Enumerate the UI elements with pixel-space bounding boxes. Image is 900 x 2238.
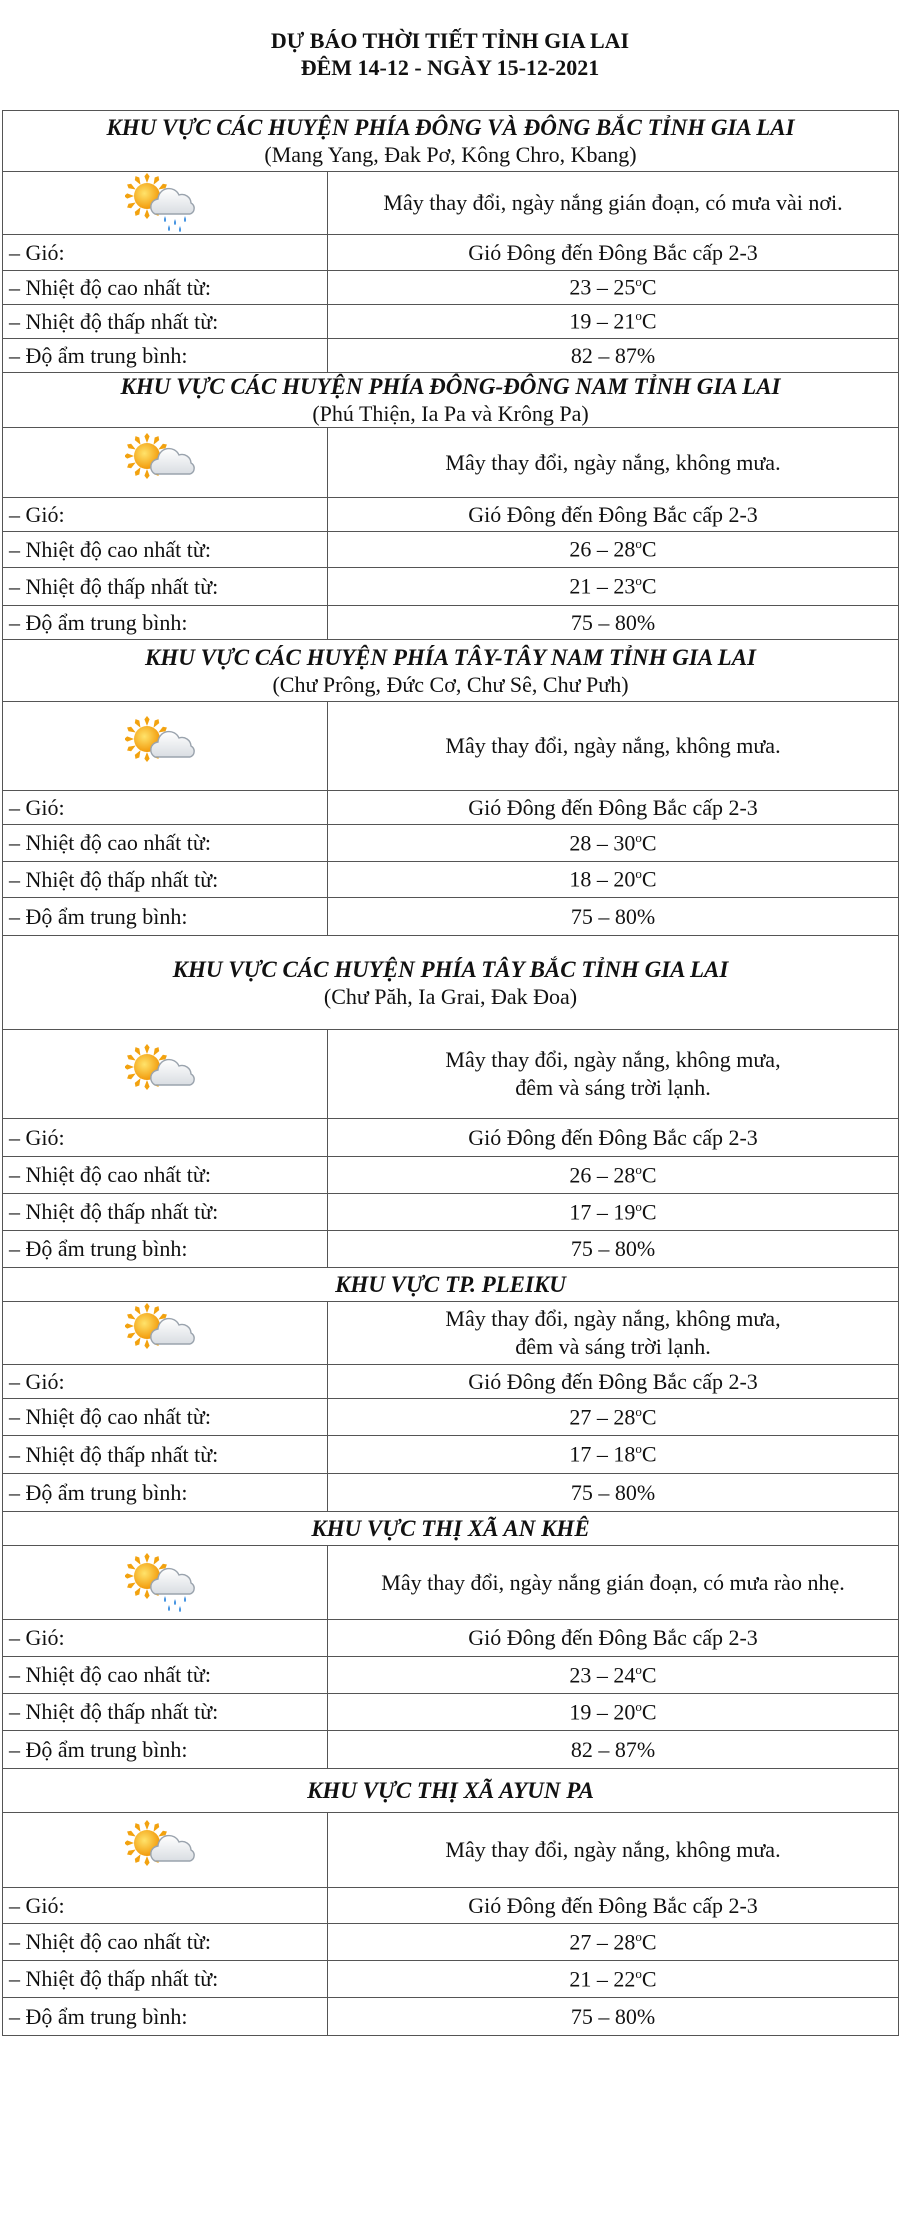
tmax-row — [3, 825, 899, 862]
tmin-range: 21 – 22 — [569, 1966, 636, 1992]
region-title: KHU VỰC TP. PLEIKU — [335, 1272, 566, 1297]
weather-description — [328, 172, 899, 235]
wind-row — [3, 1119, 899, 1157]
weather-icon-cell — [3, 1030, 328, 1119]
weather-description — [328, 428, 899, 498]
weather-row — [3, 428, 899, 498]
humidity-value: 75 – 80% — [328, 606, 899, 640]
humidity-label: – Độ ẩm trung bình: — [3, 339, 328, 373]
description-line-1: Mây thay đổi, ngày nắng, không mưa. — [445, 733, 781, 758]
sun-cloud-icon — [125, 1059, 205, 1084]
tmax-row — [3, 1399, 899, 1436]
wind-row — [3, 791, 899, 825]
tmax-row — [3, 1657, 899, 1694]
humidity-label: – Độ ẩm trung bình: — [3, 1231, 328, 1268]
humidity-value: 75 – 80% — [328, 1474, 899, 1512]
tmin-value — [328, 1194, 899, 1231]
tmin-range: 21 – 23 — [569, 573, 636, 599]
degree-sign: o — [635, 1698, 642, 1714]
weather-icon-cell — [3, 1302, 328, 1365]
tmax-range: 23 – 24 — [569, 1662, 636, 1688]
tmin-row — [3, 568, 899, 606]
weather-row — [3, 1302, 899, 1365]
region-header — [3, 1769, 899, 1813]
tmin-label: – Nhiệt độ thấp nhất từ: — [3, 1194, 328, 1231]
tmax-range: 26 – 28 — [569, 536, 636, 562]
degree-sign: o — [635, 1441, 642, 1457]
region-header-row — [3, 936, 899, 1030]
tmin-label: – Nhiệt độ thấp nhất từ: — [3, 1436, 328, 1474]
tmax-label: – Nhiệt độ cao nhất từ: — [3, 1157, 328, 1194]
degree-sign: o — [635, 866, 642, 882]
region-header — [3, 1268, 899, 1302]
degree-sign: o — [635, 308, 642, 324]
tmin-value — [328, 1694, 899, 1731]
humidity-value: 82 – 87% — [328, 1731, 899, 1769]
tmin-label: – Nhiệt độ thấp nhất từ: — [3, 1694, 328, 1731]
tmin-value — [328, 568, 899, 606]
tmax-label: – Nhiệt độ cao nhất từ: — [3, 532, 328, 568]
degree-sign: o — [635, 829, 642, 845]
humidity-row — [3, 606, 899, 640]
celsius-unit: C — [641, 866, 657, 892]
description-line-1: Mây thay đổi, ngày nắng gián đoạn, có mưa vài nơi. — [383, 190, 843, 215]
celsius-unit: C — [641, 1404, 657, 1430]
region-subtitle: (Chư Prông, Đức Cơ, Chư Sê, Chư Pưh) — [272, 671, 629, 697]
tmax-range: 28 – 30 — [569, 830, 636, 856]
celsius-unit: C — [641, 573, 657, 599]
humidity-label: – Độ ẩm trung bình: — [3, 606, 328, 640]
sun-cloud-rain-icon — [125, 188, 205, 213]
region-title: KHU VỰC CÁC HUYỆN PHÍA ĐÔNG VÀ ĐÔNG BẮC TỈNH GIA LAI — [106, 115, 795, 140]
tmin-label: – Nhiệt độ thấp nhất từ: — [3, 862, 328, 898]
tmax-row — [3, 271, 899, 305]
degree-sign: o — [635, 573, 642, 589]
tmax-label: – Nhiệt độ cao nhất từ: — [3, 1657, 328, 1694]
wind-row — [3, 498, 899, 532]
humidity-row — [3, 1731, 899, 1769]
tmax-label: – Nhiệt độ cao nhất từ: — [3, 1924, 328, 1961]
tmax-value — [328, 1924, 899, 1961]
description-line-2: đêm và sáng trời lạnh. — [515, 1075, 711, 1100]
sun-cloud-icon — [125, 448, 205, 473]
region-header-row — [3, 640, 899, 702]
tmin-range: 17 – 19 — [569, 1199, 636, 1225]
celsius-unit: C — [641, 308, 657, 334]
celsius-unit: C — [641, 274, 657, 300]
wind-value: Gió Đông đến Đông Bắc cấp 2-3 — [328, 1365, 899, 1399]
degree-sign: o — [635, 1928, 642, 1944]
tmax-value — [328, 825, 899, 862]
humidity-value: 75 – 80% — [328, 1231, 899, 1268]
tmax-range: 27 – 28 — [569, 1929, 636, 1955]
humidity-row — [3, 339, 899, 373]
region-header — [3, 640, 899, 702]
weather-row — [3, 1813, 899, 1888]
celsius-unit: C — [641, 1929, 657, 1955]
degree-sign: o — [635, 1161, 642, 1177]
region-header-row — [3, 111, 899, 172]
tmin-label: – Nhiệt độ thấp nhất từ: — [3, 305, 328, 339]
forecast-table — [2, 110, 899, 2036]
humidity-row — [3, 1231, 899, 1268]
wind-label: – Gió: — [3, 1888, 328, 1924]
tmin-row — [3, 862, 899, 898]
document-title — [0, 0, 900, 81]
wind-label: – Gió: — [3, 1620, 328, 1657]
celsius-unit: C — [641, 1662, 657, 1688]
weather-row — [3, 702, 899, 791]
tmin-value — [328, 862, 899, 898]
tmax-range: 27 – 28 — [569, 1404, 636, 1430]
region-title: KHU VỰC THỊ XÃ AYUN PA — [307, 1778, 594, 1803]
weather-icon-cell — [3, 702, 328, 791]
tmin-row — [3, 1194, 899, 1231]
tmax-label: – Nhiệt độ cao nhất từ: — [3, 825, 328, 862]
region-title: KHU VỰC CÁC HUYỆN PHÍA TÂY-TÂY NAM TỈNH GIA LAI — [144, 644, 757, 670]
weather-icon-cell — [3, 1813, 328, 1888]
region-header-row — [3, 1268, 899, 1302]
degree-sign: o — [635, 274, 642, 290]
weather-description — [328, 1030, 899, 1119]
weather-description — [328, 702, 899, 791]
tmin-range: 19 – 20 — [569, 1699, 636, 1725]
wind-value: Gió Đông đến Đông Bắc cấp 2-3 — [328, 1620, 899, 1657]
celsius-unit: C — [641, 1162, 657, 1188]
wind-value: Gió Đông đến Đông Bắc cấp 2-3 — [328, 791, 899, 825]
wind-value: Gió Đông đến Đông Bắc cấp 2-3 — [328, 1888, 899, 1924]
description-line-1: Mây thay đổi, ngày nắng, không mưa, — [445, 1047, 781, 1072]
humidity-row — [3, 1998, 899, 2036]
celsius-unit: C — [641, 1966, 657, 1992]
title-line-1: DỰ BÁO THỜI TIẾT TỈNH GIA LAI — [270, 28, 630, 53]
humidity-row — [3, 898, 899, 936]
wind-row — [3, 1620, 899, 1657]
humidity-label: – Độ ẩm trung bình: — [3, 1998, 328, 2036]
tmin-value — [328, 1436, 899, 1474]
tmax-range: 26 – 28 — [569, 1162, 636, 1188]
tmin-range: 17 – 18 — [569, 1441, 636, 1467]
wind-row — [3, 1888, 899, 1924]
description-line-1: Mây thay đổi, ngày nắng, không mưa. — [445, 1837, 781, 1862]
description-line-1: Mây thay đổi, ngày nắng, không mưa. — [445, 449, 781, 475]
tmin-row — [3, 1694, 899, 1731]
title-line-2: ĐÊM 14-12 - NGÀY 15-12-2021 — [300, 55, 600, 80]
tmin-row — [3, 1436, 899, 1474]
description-line-2: đêm và sáng trời lạnh. — [515, 1334, 711, 1359]
tmax-row — [3, 1924, 899, 1961]
sun-cloud-icon — [125, 1835, 205, 1860]
degree-sign: o — [635, 1198, 642, 1214]
celsius-unit: C — [641, 830, 657, 856]
degree-sign: o — [635, 1965, 642, 1981]
humidity-label: – Độ ẩm trung bình: — [3, 1474, 328, 1512]
tmax-value — [328, 1157, 899, 1194]
region-header — [3, 1512, 899, 1546]
region-subtitle: (Phú Thiện, Ia Pa và Krông Pa) — [312, 401, 589, 426]
tmax-value — [328, 1657, 899, 1694]
celsius-unit: C — [641, 1699, 657, 1725]
weather-description — [328, 1302, 899, 1365]
weather-row — [3, 172, 899, 235]
tmax-value — [328, 1399, 899, 1436]
tmax-label: – Nhiệt độ cao nhất từ: — [3, 271, 328, 305]
wind-row — [3, 235, 899, 271]
tmin-row — [3, 305, 899, 339]
wind-label: – Gió: — [3, 498, 328, 532]
degree-sign: o — [635, 1661, 642, 1677]
wind-value: Gió Đông đến Đông Bắc cấp 2-3 — [328, 1119, 899, 1157]
weather-description — [328, 1546, 899, 1620]
wind-label: – Gió: — [3, 1365, 328, 1399]
celsius-unit: C — [641, 536, 657, 562]
tmin-label: – Nhiệt độ thấp nhất từ: — [3, 568, 328, 606]
region-title: KHU VỰC CÁC HUYỆN PHÍA TÂY BẮC TỈNH GIA LAI — [172, 956, 729, 982]
tmax-row — [3, 532, 899, 568]
sun-cloud-icon — [125, 731, 205, 756]
region-subtitle: (Mang Yang, Đak Pơ, Kông Chro, Kbang) — [264, 142, 637, 167]
degree-sign: o — [635, 1403, 642, 1419]
sun-cloud-rain-icon — [125, 1568, 205, 1593]
humidity-row — [3, 1474, 899, 1512]
region-header-row — [3, 1769, 899, 1813]
description-line-1: Mây thay đổi, ngày nắng, không mưa, — [445, 1306, 781, 1331]
humidity-value: 82 – 87% — [328, 339, 899, 373]
wind-value: Gió Đông đến Đông Bắc cấp 2-3 — [328, 498, 899, 532]
weather-row — [3, 1030, 899, 1119]
tmin-label: – Nhiệt độ thấp nhất từ: — [3, 1961, 328, 1998]
degree-sign: o — [635, 536, 642, 552]
region-header — [3, 111, 899, 172]
wind-label: – Gió: — [3, 235, 328, 271]
tmax-range: 23 – 25 — [569, 274, 636, 300]
tmax-row — [3, 1157, 899, 1194]
tmax-label: – Nhiệt độ cao nhất từ: — [3, 1399, 328, 1436]
weather-description — [328, 1813, 899, 1888]
humidity-label: – Độ ẩm trung bình: — [3, 1731, 328, 1769]
celsius-unit: C — [641, 1199, 657, 1225]
region-header-row — [3, 1512, 899, 1546]
wind-row — [3, 1365, 899, 1399]
tmin-range: 19 – 21 — [569, 308, 636, 334]
sun-cloud-icon — [125, 1318, 205, 1343]
region-title: KHU VỰC THỊ XÃ AN KHÊ — [311, 1516, 590, 1541]
humidity-value: 75 – 80% — [328, 1998, 899, 2036]
tmin-row — [3, 1961, 899, 1998]
tmin-range: 18 – 20 — [569, 866, 636, 892]
weather-icon-cell — [3, 428, 328, 498]
weather-icon-cell — [3, 172, 328, 235]
wind-label: – Gió: — [3, 1119, 328, 1157]
wind-label: – Gió: — [3, 791, 328, 825]
region-header — [3, 936, 899, 1030]
humidity-value: 75 – 80% — [328, 898, 899, 936]
tmin-value — [328, 305, 899, 339]
tmin-value — [328, 1961, 899, 1998]
tmax-value — [328, 532, 899, 568]
region-subtitle: (Chư Păh, Ia Grai, Đak Đoa) — [323, 983, 578, 1009]
tmax-value — [328, 271, 899, 305]
wind-value: Gió Đông đến Đông Bắc cấp 2-3 — [328, 235, 899, 271]
weather-row — [3, 1546, 899, 1620]
celsius-unit: C — [641, 1441, 657, 1467]
region-header-row — [3, 373, 899, 428]
humidity-label: – Độ ẩm trung bình: — [3, 898, 328, 936]
region-title: KHU VỰC CÁC HUYỆN PHÍA ĐÔNG-ĐÔNG NAM TỈNH GIA LAI — [120, 374, 781, 399]
region-header — [3, 373, 899, 428]
description-line-1: Mây thay đổi, ngày nắng gián đoạn, có mưa rào nhẹ. — [381, 1569, 845, 1595]
weather-icon-cell — [3, 1546, 328, 1620]
